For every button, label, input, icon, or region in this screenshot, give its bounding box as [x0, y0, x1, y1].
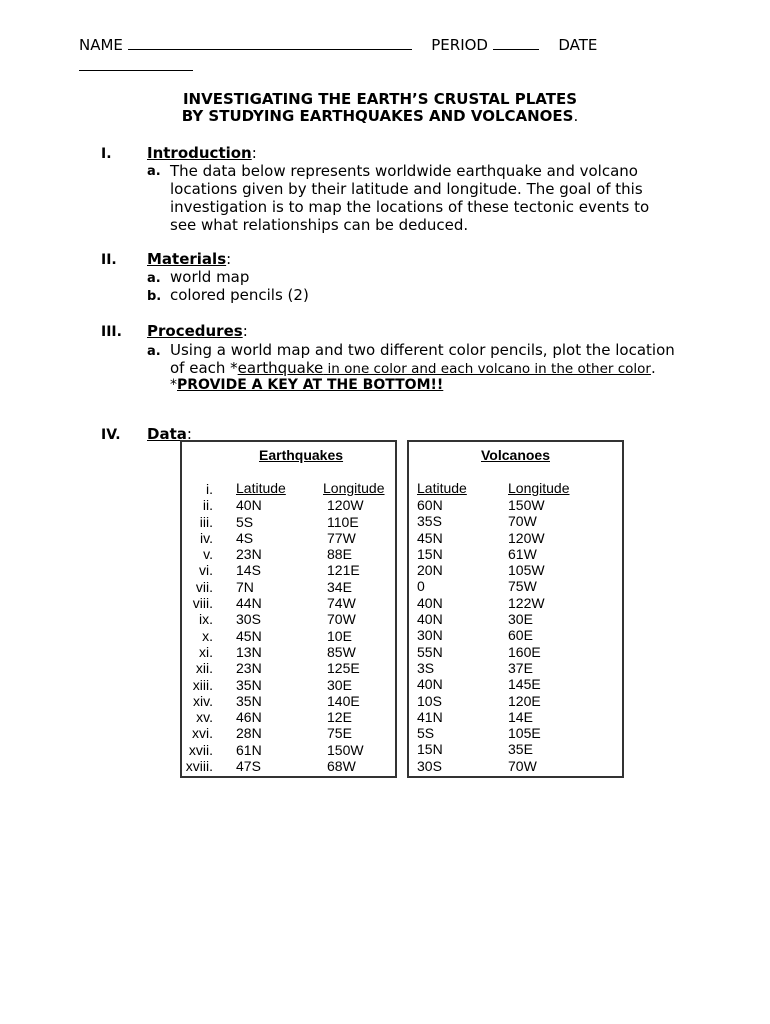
- volcano-latitude-cell: 20N: [417, 562, 443, 579]
- earthquake-latitude-cell: 46N: [236, 709, 262, 726]
- volcano-longitude-cell: 160E: [508, 643, 541, 660]
- earthquake-longitude-cell: 120W: [327, 497, 364, 514]
- volcano-latitude-cell: 15N: [417, 741, 443, 758]
- earthquake-row-numeral: xi.: [199, 643, 213, 660]
- earthquake-row-numeral: vi.: [199, 562, 213, 579]
- procedures-underlined-text: [238, 359, 651, 377]
- document-title-line-2: [0, 107, 760, 125]
- earthquake-latitude-cell: 44N: [236, 595, 262, 612]
- materials-heading: Materials: [147, 250, 227, 268]
- data-heading: Data: [147, 425, 187, 443]
- intro-line-2: locations given by their latitude and longitude. The goal of this: [170, 180, 643, 198]
- earthquakes-title: Earthquakes: [259, 447, 344, 463]
- section-2-heading: [147, 250, 231, 268]
- earthquake-row-numeral: xiii.: [192, 676, 213, 693]
- intro-item-marker: a.: [147, 164, 161, 179]
- volcano-longitude-cell: 75W: [508, 578, 537, 595]
- volcanoes-title: Volcanoes: [481, 447, 550, 463]
- earthquake-longitude-cell: 75E: [327, 725, 352, 742]
- materials-item-b: colored pencils (2): [170, 286, 309, 304]
- earthquake-longitude-cell: 121E: [327, 562, 360, 579]
- procedures-line-2-start: of each *: [170, 359, 238, 377]
- key-star: *: [170, 377, 177, 393]
- volcano-latitude-cell: 40N: [417, 594, 443, 611]
- procedures-line-2-end: .: [650, 359, 656, 377]
- header-line: [79, 35, 597, 54]
- period-label: PERIOD: [431, 36, 488, 54]
- earthquake-row-numeral: ix.: [199, 611, 213, 628]
- volcano-latitudes: [417, 497, 443, 774]
- title-line-2-period: .: [573, 107, 579, 125]
- earthquake-latitude-cell: 23N: [236, 546, 262, 563]
- volcano-longitude-cell: 145E: [508, 676, 541, 693]
- volcano-longitude-cell: 60E: [508, 627, 533, 644]
- materials-item-a: world map: [170, 268, 250, 286]
- volcano-longitude-cell: 105W: [508, 562, 545, 579]
- heading-colon: :: [251, 144, 257, 162]
- earthquake-longitude-cell: 88E: [327, 546, 352, 563]
- volcano-longitude-cell: 122W: [508, 594, 545, 611]
- procedures-line-3: [170, 377, 443, 393]
- earthquake-latitude-cell: 45N: [236, 627, 262, 644]
- earthquake-longitude-cell: 70W: [327, 611, 356, 628]
- section-4-numeral: IV.: [101, 427, 121, 443]
- earthquake-row-numeral: x.: [202, 627, 213, 644]
- introduction-heading: Introduction: [147, 144, 252, 162]
- earthquake-latitude-cell: 40N: [236, 497, 262, 514]
- period-blank[interactable]: [493, 35, 539, 50]
- earthquake-row-numeral: v.: [203, 546, 213, 563]
- earthquake-latitude-cell: 28N: [236, 725, 262, 742]
- volcano-longitude-cell: 70W: [508, 757, 537, 774]
- intro-line-3: investigation is to map the locations of these tectonic events to: [170, 198, 650, 216]
- earthquake-longitude-cell: 110E: [327, 513, 359, 530]
- earthquake-longitude-cell: 12E: [327, 709, 352, 726]
- earthquake-row-numeral: iv.: [200, 529, 213, 546]
- section-3-heading: [147, 322, 248, 340]
- volcano-latitude-cell: 30N: [417, 627, 443, 644]
- earthquake-longitude-cell: 68W: [327, 758, 356, 775]
- earthquake-word: earthquake: [237, 359, 324, 377]
- earthquake-row-numeral: xviii.: [185, 758, 213, 775]
- volcano-longitude-cell: 150W: [508, 497, 545, 513]
- procedures-heading: Procedures: [147, 322, 243, 340]
- heading-colon: :: [226, 250, 232, 268]
- earthquake-latitude-cell: 35N: [236, 692, 262, 709]
- volcano-longitude-cell: 70W: [508, 513, 537, 530]
- earthquake-latitude-cell: 7N: [236, 578, 254, 595]
- earthquakes-table: [180, 440, 397, 778]
- earthquake-latitude-cell: 23N: [236, 660, 262, 677]
- earthquake-longitude-header: Longitude: [323, 480, 385, 496]
- volcano-latitude-cell: 15N: [417, 545, 443, 562]
- earthquake-longitude-cell: 30E: [327, 676, 352, 693]
- earthquake-latitude-cell: 4S: [236, 529, 254, 546]
- earthquake-row-numeral: i.: [206, 481, 213, 497]
- volcano-longitude-header: Longitude: [508, 480, 570, 496]
- earthquake-latitude-cell: 35N: [236, 676, 262, 693]
- materials-item-b-marker: b.: [147, 289, 162, 304]
- volcano-latitude-cell: 40N: [417, 611, 443, 628]
- volcano-latitude-cell: 41N: [417, 708, 443, 725]
- section-2-numeral: II.: [101, 252, 117, 268]
- name-label: NAME: [79, 36, 123, 54]
- volcano-longitude-cell: 30E: [508, 611, 533, 628]
- volcano-latitude-cell: 0: [417, 578, 425, 595]
- earthquake-row-numeral: xvii.: [188, 741, 213, 758]
- volcano-longitude-cell: 61W: [508, 545, 537, 562]
- volcano-longitude-cell: 120W: [508, 529, 545, 546]
- earthquake-latitude-cell: 30S: [236, 611, 261, 628]
- name-blank[interactable]: [128, 35, 412, 50]
- earthquake-latitude-cell: 61N: [236, 741, 262, 758]
- earthquake-longitude-cell: [327, 481, 364, 497]
- volcano-latitude-header: Latitude: [417, 480, 467, 496]
- volcano-latitude-cell: 5S: [417, 725, 435, 742]
- volcano-latitude-cell: 10S: [417, 692, 442, 709]
- volcano-latitude-cell: 3S: [417, 659, 435, 676]
- key-instruction: PROVIDE A KEY AT THE BOTTOM!!: [177, 377, 444, 393]
- volcano-longitudes: [508, 497, 545, 774]
- volcano-longitude-cell: 105E: [508, 725, 541, 742]
- section-1-numeral: I.: [101, 146, 112, 162]
- earthquake-row-numeral: vii.: [195, 578, 213, 595]
- volcano-latitude-cell: 45N: [417, 529, 443, 546]
- earthquake-row-numeral: ii.: [202, 497, 213, 514]
- volcano-latitude-cell: 40N: [417, 676, 443, 693]
- volcano-latitude-cell: 30S: [417, 757, 442, 774]
- volcano-longitude-cell: 120E: [508, 692, 541, 709]
- earthquake-row-numeral: xiv.: [193, 692, 213, 709]
- intro-line-4: see what relationships can be deduced.: [170, 216, 469, 234]
- earthquake-longitude-cell: 77W: [327, 529, 356, 546]
- earthquake-latitudes: [236, 481, 262, 774]
- earthquake-latitude-cell: [236, 481, 262, 497]
- intro-line-1: The data below represents worldwide earthquake and volcano: [170, 162, 638, 180]
- earthquake-longitude-cell: 125E: [327, 660, 360, 677]
- earthquake-numerals: [186, 481, 213, 774]
- earthquake-latitude-cell: 13N: [236, 643, 262, 660]
- document-title-line-1: INVESTIGATING THE EARTH’S CRUSTAL PLATES: [182, 90, 578, 108]
- date-blank[interactable]: [79, 70, 193, 71]
- materials-item-a-marker: a.: [147, 271, 161, 286]
- procedures-line-2: [170, 359, 656, 377]
- procedures-line-1: Using a world map and two different color pencils, plot the location: [170, 341, 675, 359]
- earthquake-row-numeral: xii.: [195, 660, 213, 677]
- earthquake-longitude-cell: 85W: [327, 643, 356, 660]
- earthquake-latitude-cell: 5S: [236, 513, 254, 530]
- volcano-longitude-cell: 35E: [508, 741, 533, 758]
- color-instruction: in one color and each volcano in the other color: [323, 361, 651, 377]
- heading-colon: :: [242, 322, 248, 340]
- earthquake-longitude-cell: 150W: [327, 741, 364, 758]
- volcano-latitude-cell: 60N: [417, 497, 443, 513]
- earthquake-longitude-cell: 10E: [327, 627, 352, 644]
- earthquake-longitudes: [327, 481, 364, 774]
- volcanoes-table: [407, 440, 624, 778]
- volcano-longitude-cell: 14E: [508, 708, 533, 725]
- earthquake-row-numeral: viii.: [192, 595, 213, 612]
- title-line-2-text: BY STUDYING EARTHQUAKES AND VOLCANOES: [181, 107, 574, 125]
- volcano-longitude-cell: 37E: [508, 659, 533, 676]
- earthquake-latitude-cell: 47S: [236, 758, 261, 775]
- earthquake-row-numeral: xvi.: [192, 725, 213, 742]
- date-label: DATE: [558, 36, 598, 54]
- earthquake-row-numeral: xv.: [196, 709, 213, 726]
- section-3-numeral: III.: [101, 324, 122, 340]
- earthquake-row-numeral: iii.: [199, 513, 213, 530]
- section-1-heading: [147, 144, 257, 162]
- earthquake-longitude-cell: 140E: [327, 692, 360, 709]
- procedures-item-marker: a.: [147, 344, 161, 359]
- earthquake-latitude-header: Latitude: [236, 480, 286, 496]
- volcano-latitude-cell: 55N: [417, 643, 443, 660]
- heading-colon: :: [186, 425, 192, 443]
- earthquake-longitude-cell: 34E: [327, 578, 352, 595]
- earthquake-longitude-cell: 74W: [327, 595, 356, 612]
- earthquake-latitude-cell: 14S: [236, 562, 261, 579]
- volcano-latitude-cell: 35S: [417, 513, 442, 530]
